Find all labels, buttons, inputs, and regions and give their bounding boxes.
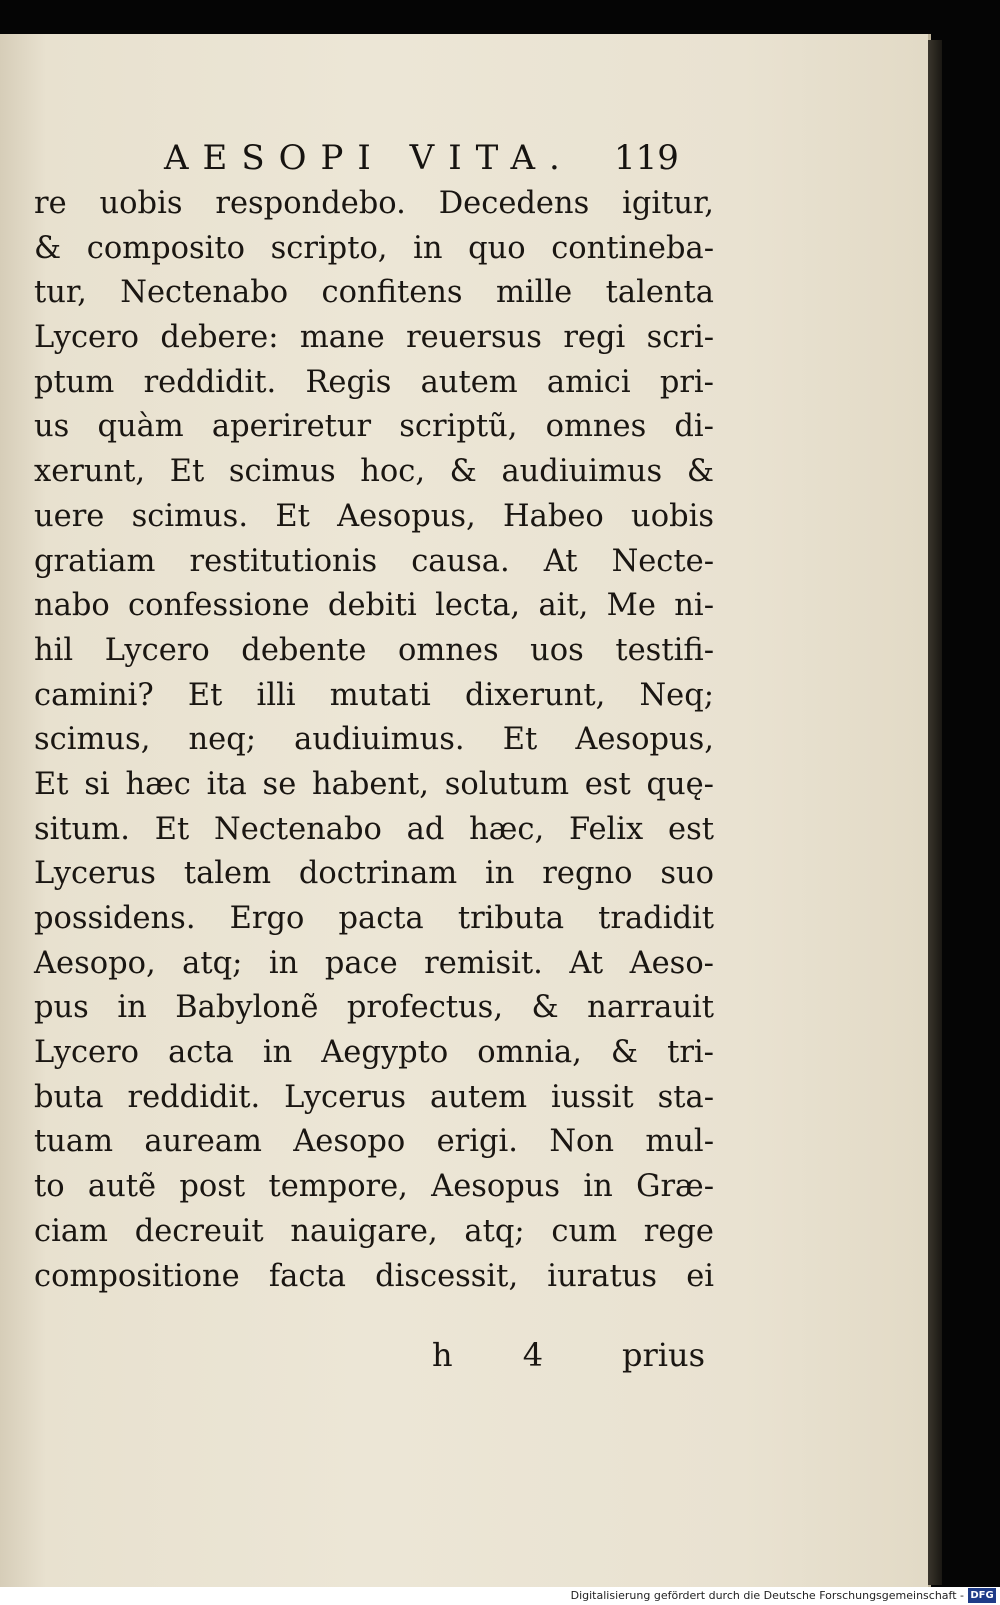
- text-line: Lycerus talem doctrinam in regno suo: [34, 856, 714, 892]
- text-line: possidens. Ergo pacta tributa tradidit: [34, 901, 714, 936]
- signature-mark: h 4: [432, 1336, 574, 1374]
- text-line: gratiam restitutionis causa. At Necte-: [34, 543, 714, 579]
- page-edge-shadow: [928, 40, 942, 1585]
- credit-text: Digitalisierung gefördert durch die Deutsche Forschungsgemeinschaft -: [570, 1589, 964, 1602]
- text-line: ciam decreuit nauigare, atq; cum rege: [34, 1213, 714, 1249]
- text-line: tuam auream Aesopo erigi. Non mul-: [34, 1124, 714, 1160]
- text-line: nabo confessione debiti lecta, ait, Me ni-: [34, 588, 714, 624]
- digitization-credit-bar: [0, 1587, 1000, 1605]
- text-line: camini? Et illi mutati dixerunt, Neq;: [34, 677, 714, 713]
- running-title: AESOPI VITA.: [164, 138, 574, 178]
- text-line: to autẽ post tempore, Aesopus in Græ-: [34, 1169, 714, 1205]
- text-line: Aesopo, atq; in pace remisit. At Aeso-: [34, 945, 714, 981]
- dfg-logo-icon: DFG: [968, 1588, 996, 1603]
- text-line: Et si hæc ita se habent, solutum est quę-: [34, 766, 714, 802]
- book-page: [0, 34, 931, 1587]
- text-line: situm. Et Nectenabo ad hæc, Felix est: [34, 811, 714, 847]
- text-line: tur, Nectenabo confitens mille talenta: [34, 275, 714, 311]
- page-number: 119: [614, 138, 679, 178]
- text-line: hil Lycero debente omnes uos testifi-: [34, 632, 714, 668]
- text-line: re uobis respondebo. Decedens igitur,: [34, 186, 714, 221]
- text-line: & composito scripto, in quo contineba-: [34, 230, 714, 266]
- text-line: ptum reddidit. Regis autem amici pri-: [34, 364, 714, 400]
- text-line: buta reddidit. Lycerus autem iussit sta-: [34, 1079, 714, 1115]
- text-line: compositione facta discessit, iuratus ei: [34, 1258, 714, 1294]
- text-line: pus in Babylonẽ profectus, & narrauit: [34, 990, 714, 1026]
- text-line: Lycero acta in Aegypto omnia, & tri-: [34, 1035, 714, 1071]
- text-line: us quàm aperiretur scriptũ, omnes di-: [34, 409, 714, 445]
- running-header: [0, 138, 928, 182]
- page-foot: [0, 1336, 928, 1376]
- text-line: Lycero debere: mane reuersus regi scri-: [34, 320, 714, 356]
- text-line: xerunt, Et scimus hoc, & audiuimus &: [34, 454, 714, 490]
- text-line: uere scimus. Et Aesopus, Habeo uobis: [34, 498, 714, 534]
- body-text: [34, 182, 714, 1299]
- text-line: scimus, neq; audiuimus. Et Aesopus,: [34, 722, 714, 758]
- catchword: prius: [622, 1336, 706, 1374]
